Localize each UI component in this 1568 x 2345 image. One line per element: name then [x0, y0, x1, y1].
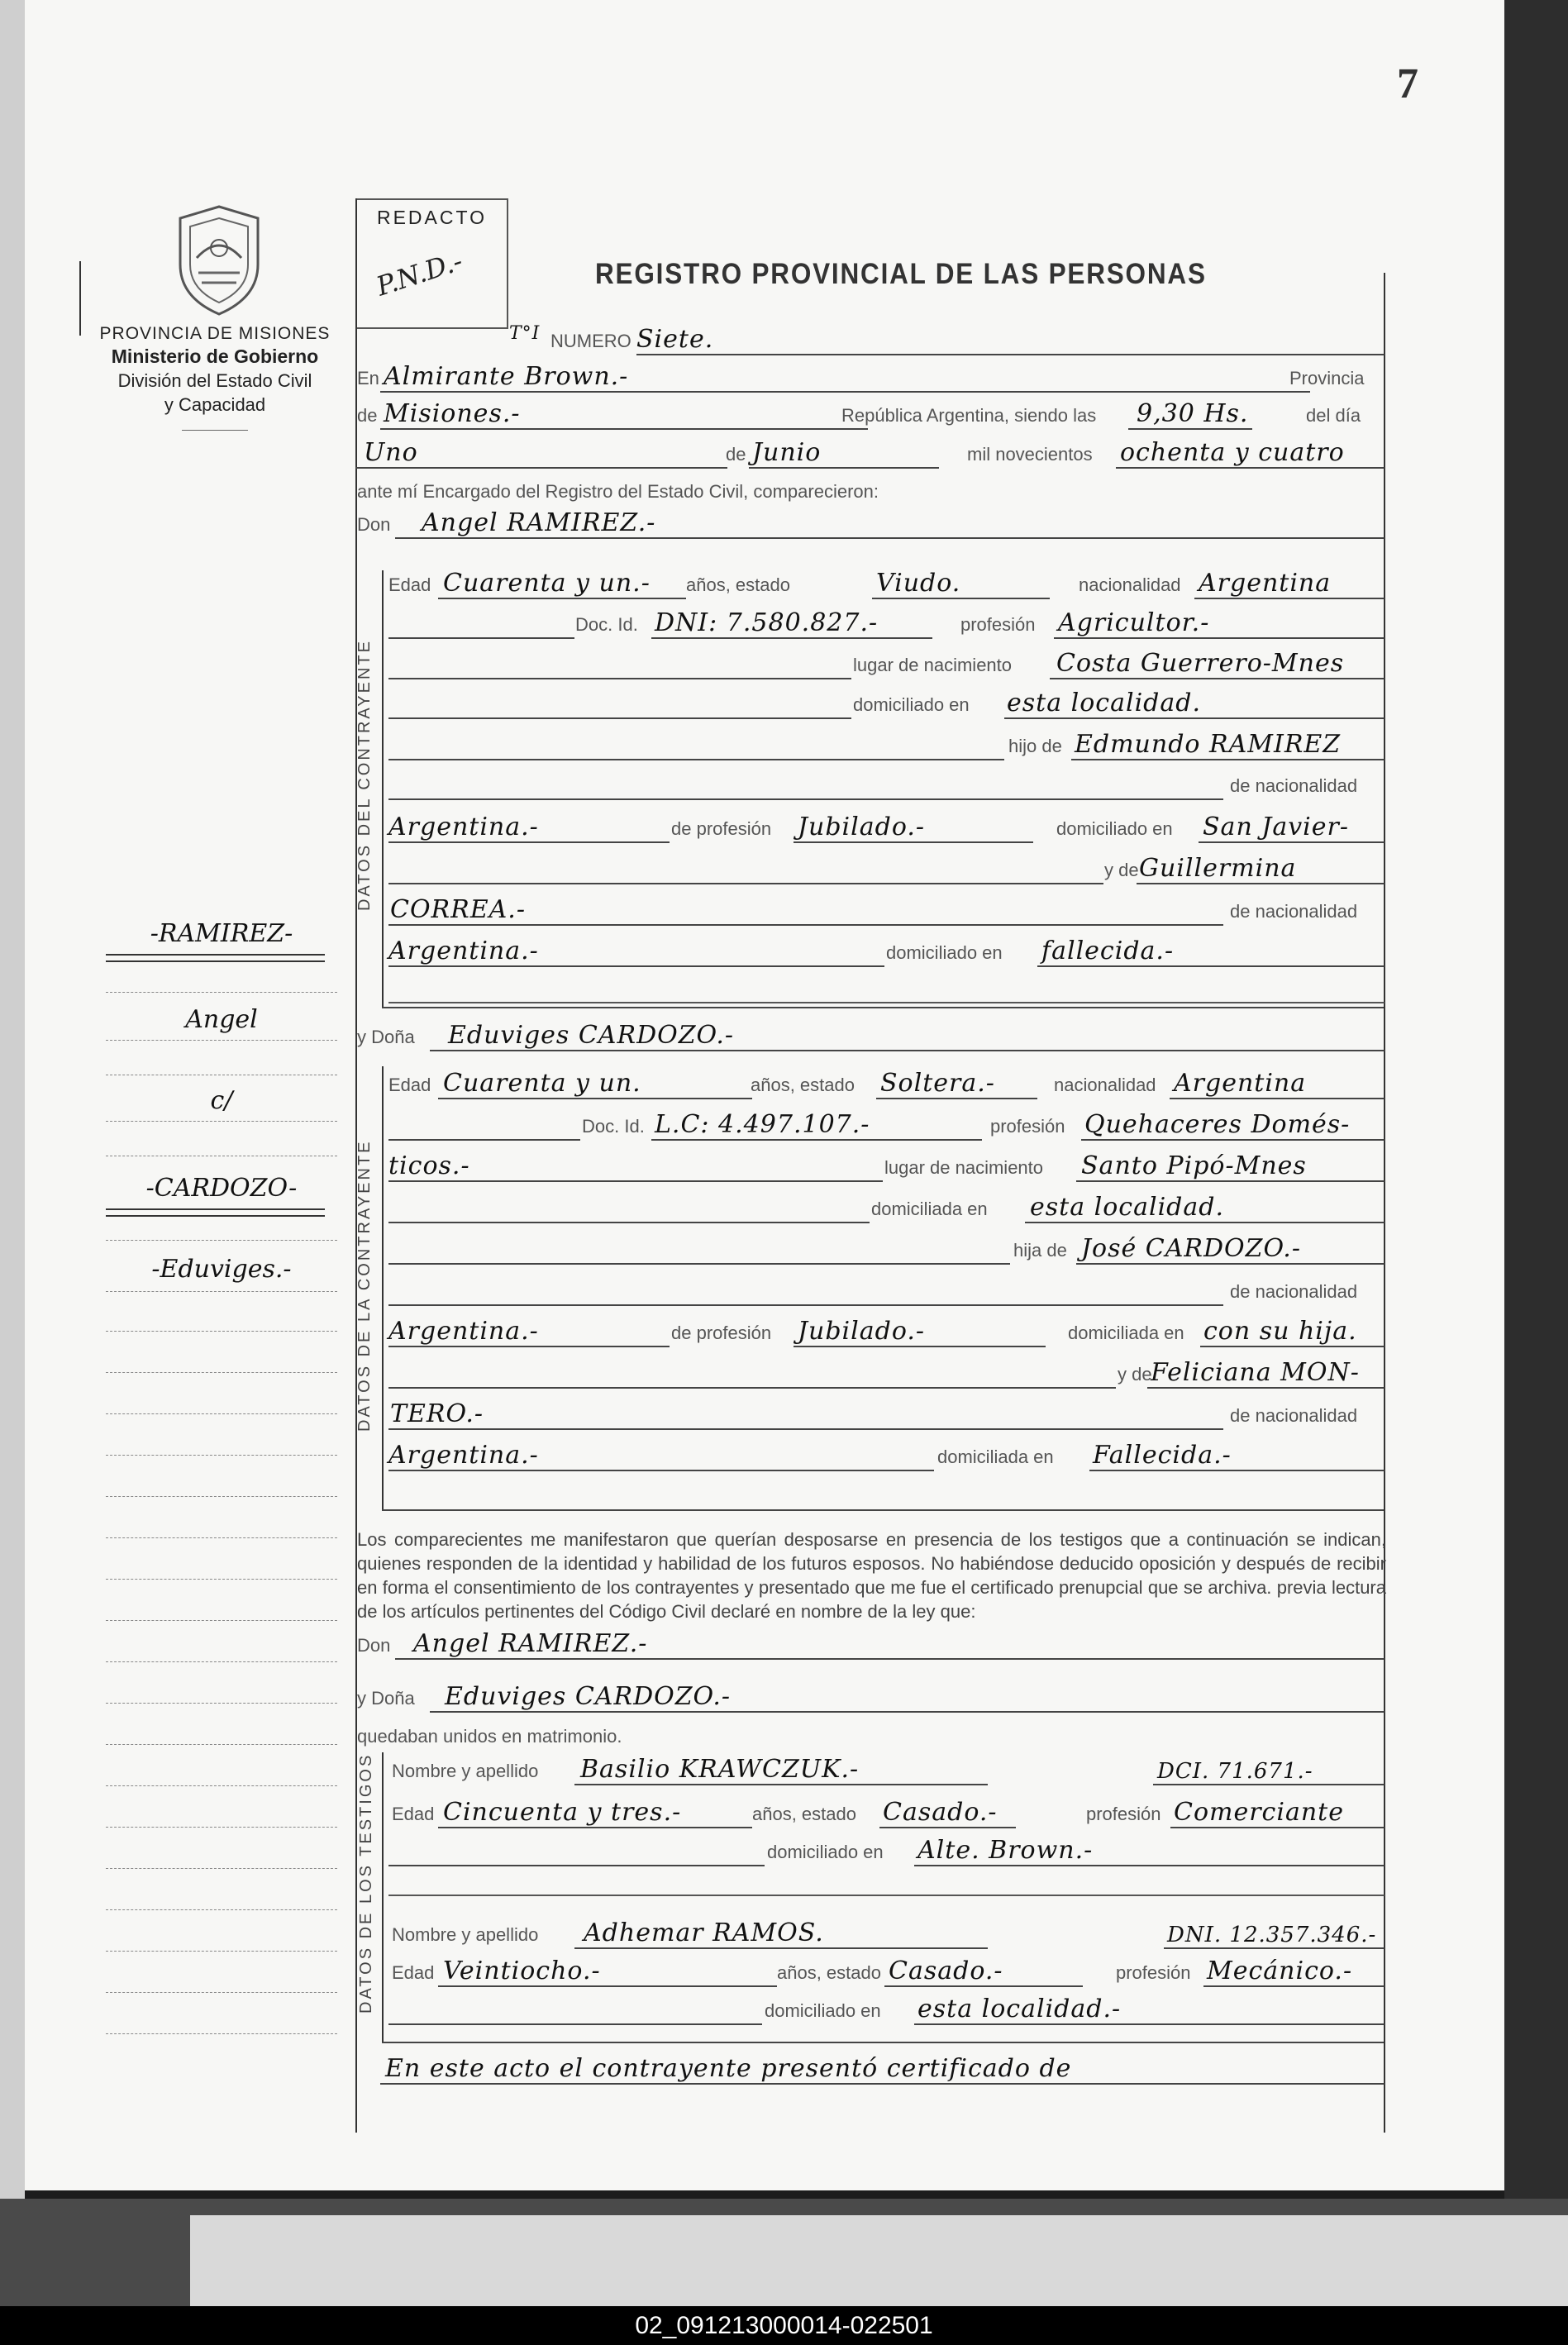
y-de-label: y de: [1104, 860, 1139, 880]
y-dona-label: y Doña: [357, 1027, 415, 1047]
lugar-row: [355, 360, 1385, 393]
anios-estado-label: años, estado: [777, 1962, 881, 1983]
division-line-2: y Capacidad: [164, 393, 266, 415]
ante-label: ante mí Encargado del Registro del Estado Civil, comparecieron:: [357, 481, 879, 502]
de-nacionalidad-label: de nacionalidad: [1230, 1281, 1358, 1302]
don-label: Don: [357, 1635, 391, 1656]
domicilio-label: domiciliado en: [767, 1842, 884, 1862]
hora-value: 9,30 Hs.: [1137, 399, 1249, 428]
doc-label: Doc. Id.: [575, 614, 638, 635]
margin-apellido-1: -RAMIREZ-: [150, 919, 293, 948]
contrayenta-doc-row: [388, 1108, 1385, 1141]
nombre-label: Nombre y apellido: [392, 1924, 539, 1945]
profesion-label: profesión: [990, 1116, 1065, 1137]
mil-label: mil novecientos: [967, 444, 1093, 465]
madre-domicilio-value: Fallecida.-: [1093, 1441, 1232, 1470]
doc-value: DNI: 7.580.827.-: [655, 608, 879, 637]
dona-row: [355, 1018, 1385, 1051]
lugar-value: Almirante Brown.-: [384, 362, 629, 391]
profesion-label: profesión: [1086, 1804, 1161, 1824]
edad-label: Edad: [392, 1804, 435, 1824]
lugar-nac-label: lugar de nacimiento: [853, 655, 1013, 675]
numero-row: [355, 322, 1385, 355]
padre-nacionalidad-value: Argentina.-: [388, 813, 539, 841]
contrayente-madre-row: [388, 851, 1385, 884]
testigo-2-profesion: Mecánico.-: [1207, 1957, 1353, 1985]
province-emblem-icon: [165, 200, 273, 320]
tomo-value: T°I: [509, 323, 541, 344]
header-block: [83, 322, 347, 431]
domicilio-value: esta localidad.: [1030, 1193, 1224, 1222]
province-name: PROVINCIA DE MISIONES: [99, 324, 331, 343]
republica-label: República Argentina, siendo las: [841, 405, 1097, 426]
domicilio-label: domiciliada en: [871, 1199, 988, 1219]
provincia-value: Misiones.-: [384, 399, 521, 428]
profesion-label: profesión: [960, 614, 1036, 635]
contrayenta-padre-row: [388, 1232, 1385, 1265]
padre-domicilio-value: San Javier-: [1203, 813, 1349, 841]
declaracion-dona-row: [355, 1680, 1385, 1713]
provincia-row: [355, 397, 1385, 430]
left-binding: [0, 0, 25, 2199]
testigo-2-domicilio-row: [388, 1992, 1385, 2025]
don-label: Don: [357, 514, 391, 535]
lugar-nac-value: Santo Pipó-Mnes: [1081, 1151, 1307, 1180]
y-dona-label: y Doña: [357, 1688, 415, 1709]
testigo-1-nombre: Basilio KRAWCZUK.-: [580, 1755, 860, 1784]
de-mes-label: de: [726, 444, 746, 465]
testigos-box-border: [382, 1752, 384, 2042]
contrayenta-madre-row: [388, 1356, 1385, 1389]
nota-final: En este acto el contrayente presentó certificado de: [385, 2054, 1072, 2083]
contrayenta-padre-prof-row: [388, 1314, 1385, 1347]
profesion-cont-value: ticos.-: [388, 1151, 470, 1180]
profesion-value: Agricultor.-: [1058, 608, 1210, 637]
madre-domicilio-value: fallecida.-: [1041, 937, 1175, 965]
quedaban-row: [355, 1718, 1385, 1751]
divider: [182, 430, 248, 431]
domicilio-value: esta localidad.: [1007, 689, 1201, 717]
contrayenta-domicilio-row: [388, 1190, 1385, 1223]
edad-label: Edad: [392, 1962, 435, 1983]
de-profesion-label: de profesión: [671, 1323, 772, 1343]
domicilio-label: domiciliado en: [853, 694, 970, 715]
madre-apellido-value: CORREA.-: [390, 895, 526, 924]
padre-domicilio-label: domiciliada en: [1068, 1323, 1184, 1343]
contrayente-side-label: DATOS DEL CONTRAYENTE: [355, 639, 374, 911]
madre-nacionalidad-value: Argentina.-: [388, 937, 539, 965]
doc-label: Doc. Id.: [582, 1116, 645, 1137]
lugar-nac-value: Costa Guerrero-Mnes: [1056, 649, 1345, 678]
madre-nacionalidad-value: Argentina.-: [388, 1441, 539, 1470]
madre-apellido-value: TERO.-: [390, 1399, 484, 1428]
padre-nacionalidad-value: Argentina.-: [388, 1317, 539, 1346]
lugar-nac-label: lugar de nacimiento: [884, 1157, 1044, 1178]
edad-value: Cuarenta y un.-: [443, 569, 651, 598]
padre-value: Edmundo RAMIREZ: [1075, 730, 1342, 759]
filename-label: 02_091213000014-022501: [635, 2312, 933, 2339]
page-number: 7: [1397, 60, 1418, 107]
del-dia-label: del día: [1306, 405, 1361, 426]
nacionalidad-value: Argentina: [1174, 1069, 1307, 1098]
fecha-row: [355, 436, 1385, 469]
testigo-2-edad: Veintiocho.-: [443, 1957, 601, 1985]
declaracion-don-row: [355, 1627, 1385, 1660]
contrayenta-madre-apellido-row: [388, 1397, 1385, 1430]
padre-profesion-value: Jubilado.-: [798, 1317, 926, 1346]
testigo-2-nombre: Adhemar RAMOS.: [584, 1918, 824, 1947]
hijo-label: hijo de: [1008, 736, 1062, 756]
padre-value: José CARDOZO.-: [1081, 1234, 1301, 1263]
margin-nombre-2: -Eduviges.-: [151, 1255, 292, 1284]
estado-value: Viudo.: [876, 569, 961, 598]
testigo-1-domicilio: Alte. Brown.-: [917, 1836, 1094, 1865]
testigos-side-label: DATOS DE LOS TESTIGOS: [357, 1752, 375, 2014]
testigo-2-doc: DNI. 12.357.346.-: [1167, 1923, 1377, 1947]
contrayenta-side-label: DATOS DE LA CONTRAYENTE: [355, 1139, 374, 1432]
madre-value: Guillermina: [1139, 854, 1297, 883]
de-label: de: [357, 405, 378, 426]
contrayente-nacimiento-row: [388, 646, 1385, 679]
don-row: [355, 506, 1385, 539]
padre-profesion-value: Jubilado.-: [798, 813, 926, 841]
contrayenta-edad-row: [388, 1066, 1385, 1099]
madre-domicilio-label: domiciliado en: [886, 942, 1003, 963]
edad-label: Edad: [388, 1075, 431, 1095]
redacto-label: REDACTO: [376, 207, 488, 228]
margin-nombre-1: Angel: [185, 1005, 258, 1034]
numero-label: NUMERO: [550, 331, 631, 351]
legal-text: Los comparecientes me manifestaron que querían desposarse en presencia de los testigos que a continuación se indican, quienes responden de la identidad y habilidad de los futuros esposos. No habiéndose deducido oposición y después de recibir en forma el consentimiento de los contrayentes y presentado que me fue el certificado prenupcial que se archiva. previa lectura de los artículos pertinentes del Código Civil declaré en nombre de la ley que:: [357, 1529, 1386, 1622]
testigo-2-nombre-row: [388, 1916, 1385, 1949]
de-nacionalidad-label: de nacionalidad: [1230, 1405, 1358, 1426]
testigo-1-estado: Casado.-: [883, 1798, 998, 1827]
declaracion-dona-value: Eduviges CARDOZO.-: [445, 1682, 732, 1711]
de-profesion-label: de profesión: [671, 818, 772, 839]
anio-value: ochenta y cuatro: [1120, 438, 1345, 467]
contrayente-madre-nac-row: [388, 934, 1385, 967]
contrayente-padre-nac-row: [388, 767, 1385, 800]
edad-label: Edad: [388, 574, 431, 595]
ante-row: [355, 473, 1385, 506]
numero-value: Siete.: [636, 325, 714, 354]
estado-value: Soltera.-: [880, 1069, 995, 1098]
page-title: REGISTRO PROVINCIAL DE LAS PERSONAS: [595, 258, 1207, 290]
nombre-label: Nombre y apellido: [392, 1761, 539, 1781]
testigo-2-edad-row: [388, 1954, 1385, 1987]
nacionalidad-label: nacionalidad: [1054, 1075, 1156, 1095]
edad-value: Cuarenta y un.: [443, 1069, 641, 1098]
nota-final-row: [355, 2052, 1385, 2085]
divider: [79, 261, 81, 336]
testigo-1-nombre-row: [388, 1752, 1385, 1785]
y-de-label: y de: [1118, 1364, 1152, 1385]
contrayente-doc-row: [388, 606, 1385, 639]
en-label: En: [357, 368, 379, 388]
division-line-1: División del Estado Civil: [117, 370, 312, 392]
testigo-1-domicilio-row: [388, 1833, 1385, 1866]
declaracion-don-value: Angel RAMIREZ.-: [413, 1629, 648, 1658]
redacto-value: P.N.D.-: [372, 245, 467, 303]
contrayenta-name: Eduviges CARDOZO.-: [448, 1021, 735, 1050]
padre-domicilio-label: domiciliado en: [1056, 818, 1173, 839]
testigo-2-domicilio: esta localidad.-: [917, 1995, 1122, 2023]
testigo-1-profesion: Comerciante: [1174, 1798, 1344, 1827]
contrayente-padre-prof-row: [388, 810, 1385, 843]
testigo-1-doc: DCI. 71.671.-: [1157, 1759, 1313, 1784]
anios-estado-label: años, estado: [752, 1804, 856, 1824]
book-edge: [1504, 0, 1568, 2199]
madre-domicilio-label: domiciliada en: [937, 1447, 1054, 1467]
contrayente-madre-apellido-row: [388, 893, 1385, 926]
contrayenta-padre-nac-row: [388, 1273, 1385, 1306]
quedaban-text: quedaban unidos en matrimonio.: [357, 1726, 622, 1747]
anios-estado-label: años, estado: [686, 574, 790, 595]
domicilio-label: domiciliado en: [765, 2000, 881, 2021]
contrayente-name: Angel RAMIREZ.-: [422, 508, 656, 537]
margin-apellido-2: -CARDOZO-: [145, 1174, 298, 1203]
margin-conector: c/: [210, 1086, 233, 1115]
testigo-2-estado: Casado.-: [889, 1957, 1003, 1985]
nacionalidad-label: nacionalidad: [1079, 574, 1181, 595]
de-nacionalidad-label: de nacionalidad: [1230, 775, 1358, 796]
ministry-name: Ministerio de Gobierno: [111, 346, 319, 368]
doc-value: L.C: 4.497.107.-: [655, 1110, 870, 1139]
madre-value: Feliciana MON-: [1151, 1358, 1360, 1387]
contrayente-domicilio-row: [388, 686, 1385, 719]
profesion-label: profesión: [1116, 1962, 1191, 1983]
de-nacionalidad-label: de nacionalidad: [1230, 901, 1358, 922]
contrayenta-madre-nac-row: [388, 1438, 1385, 1471]
contrayenta-nacimiento-row: [388, 1149, 1385, 1182]
testigo-1-edad-row: [388, 1795, 1385, 1828]
padre-domicilio-value: con su hija.: [1203, 1317, 1357, 1346]
dia-value: Uno: [364, 438, 418, 467]
hija-label: hija de: [1013, 1240, 1067, 1261]
bottom-paper-edge: [190, 2215, 1568, 2306]
contrayenta-box-border: [382, 1066, 384, 1511]
provincia-label: Provincia: [1289, 368, 1365, 388]
anios-estado-label: años, estado: [751, 1075, 855, 1095]
redacto-box: [355, 198, 508, 329]
mes-value: Junio: [752, 438, 822, 467]
profesion-value: Quehaceres Domés-: [1084, 1110, 1351, 1139]
testigo-1-edad: Cincuenta y tres.-: [443, 1798, 682, 1827]
nacionalidad-value: Argentina: [1199, 569, 1332, 598]
contrayente-edad-row: [388, 566, 1385, 599]
contrayente-padre-row: [388, 727, 1385, 760]
contrayente-box-border: [382, 570, 384, 1007]
